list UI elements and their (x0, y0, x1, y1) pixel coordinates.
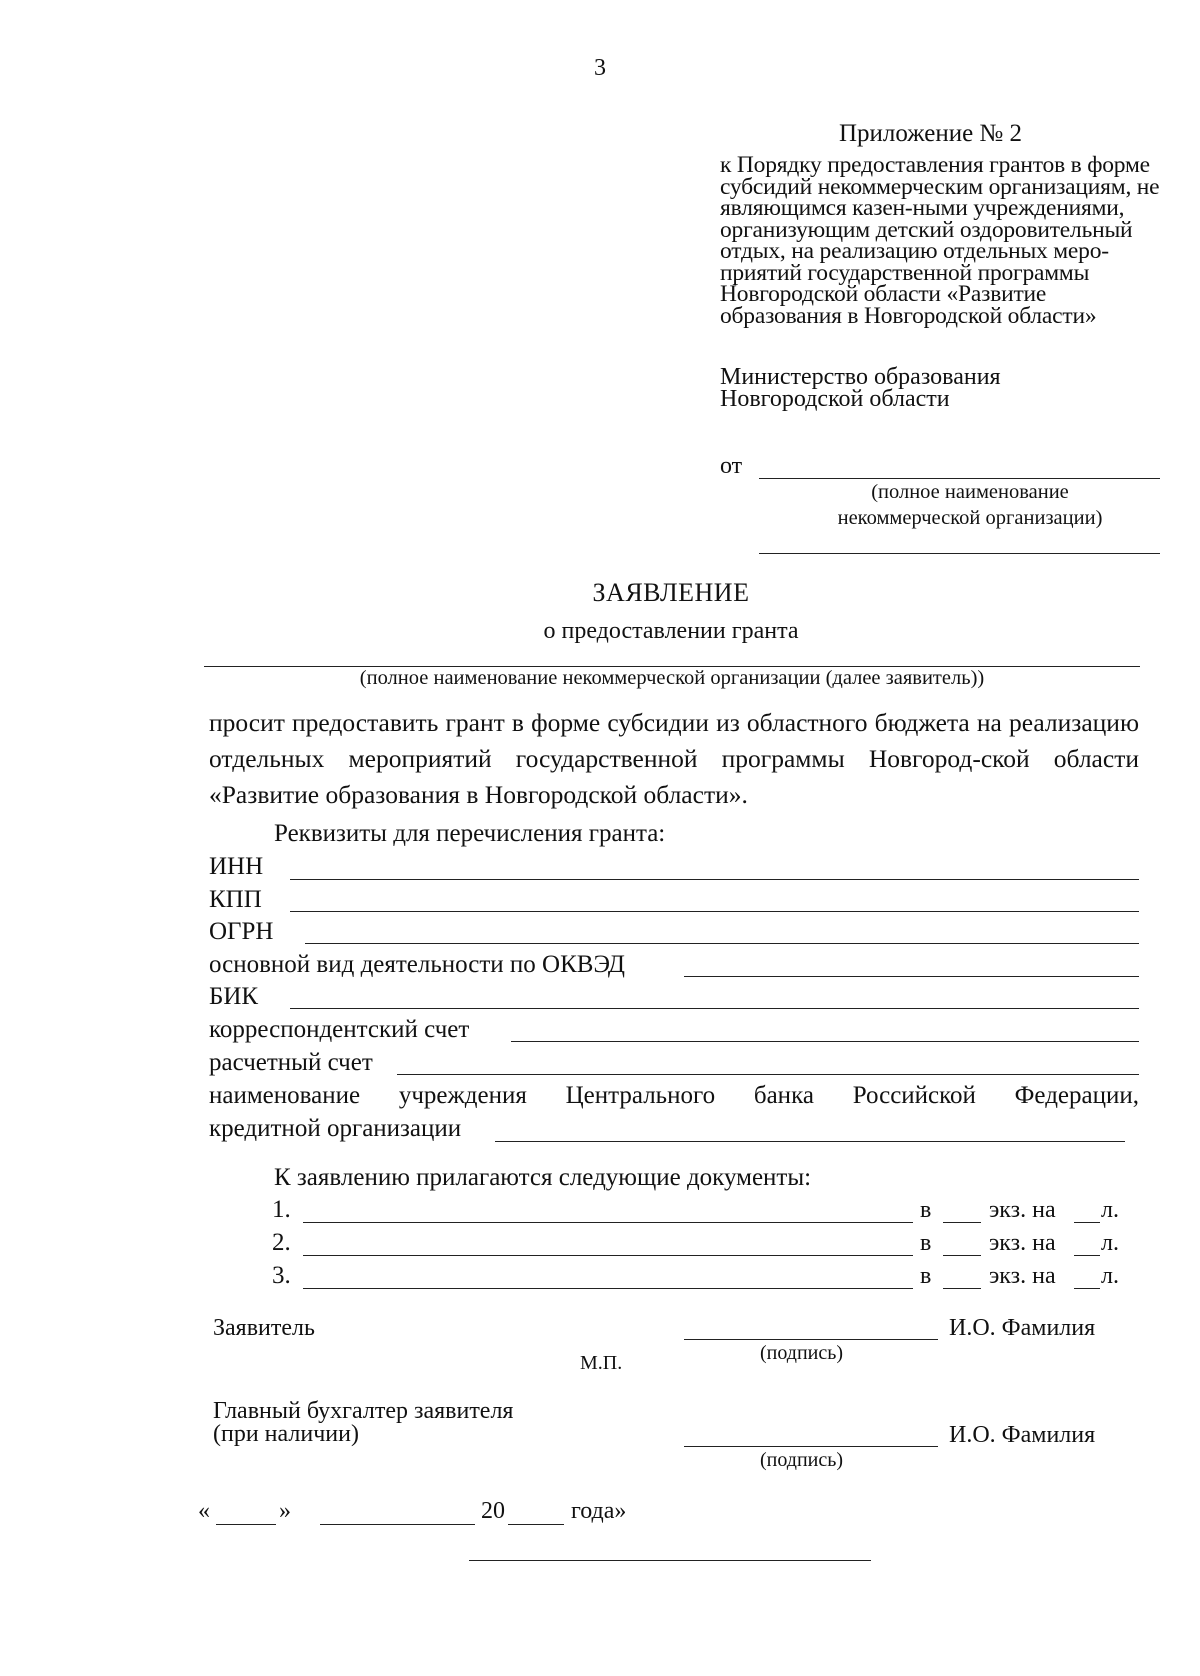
attachment-copies-label: экз. на (989, 1197, 1056, 1223)
date-century: 20 (481, 1498, 505, 1524)
signature-caption: (подпись) (760, 1342, 844, 1364)
attachment-name-field[interactable] (303, 1255, 913, 1256)
attachment-in: в (920, 1263, 932, 1289)
bik-label: БИК (209, 983, 259, 1010)
attachment-sheets-label: л. (1101, 1197, 1119, 1223)
attachment-copies-field[interactable] (943, 1222, 981, 1223)
applicant-label: Заявитель (213, 1315, 315, 1341)
appendix-reference: к Порядку предоставления грантов в форме субсидий некоммерческим организациям, не являющимся казен-ными учреждениями, организующим детский оздоровительный отдых, на реализацию отдельных меро-приятий государственной программы Новгородской области «Развитие образования в Новгородской области» (720, 152, 1160, 329)
document-title: ЗАЯВЛЕНИЕ (592, 578, 750, 607)
attachment-number: 1. (272, 1196, 291, 1223)
date-year-field[interactable] (508, 1524, 564, 1525)
attachment-sheets-field[interactable] (1074, 1288, 1100, 1289)
from-label: от (720, 453, 743, 479)
stamp-placeholder: М.П. (580, 1352, 623, 1374)
bik-field[interactable] (290, 1008, 1139, 1009)
date-year-word: года» (571, 1498, 627, 1524)
attachment-copies-field[interactable] (943, 1288, 981, 1289)
okved-label: основной вид деятельности по ОКВЭД (209, 951, 625, 978)
attachment-sheets-field[interactable] (1074, 1255, 1100, 1256)
applicant-caption: (полное наименование некоммерческой организации (далее заявитель)) (359, 667, 985, 689)
applicant-signature-field[interactable] (684, 1339, 938, 1340)
bank-name-label-line2: кредитной организации (209, 1115, 462, 1142)
recipient: Министерство образования Новгородской области (720, 364, 1001, 412)
from-caption: (полное наименование некоммерческой организации) (837, 481, 1103, 529)
attachments-heading: К заявлению прилагаются следующие документы: (274, 1164, 812, 1191)
inn-field[interactable] (290, 879, 1139, 880)
date-day-field[interactable] (216, 1524, 276, 1525)
attachment-copies-label: экз. на (989, 1230, 1056, 1256)
accountant-signature-field[interactable] (684, 1446, 938, 1447)
bank-name-label-line1: наименование учреждения Центрального банка Российской Федерации, (209, 1082, 1139, 1109)
attachment-sheets-label: л. (1101, 1230, 1119, 1256)
attachment-copies-label: экз. на (989, 1263, 1056, 1289)
date-close-quote: » (279, 1498, 291, 1524)
settlement-account-field[interactable] (397, 1074, 1139, 1075)
date-open-quote: « (198, 1498, 210, 1524)
attachment-name-field[interactable] (303, 1222, 913, 1223)
page-number: 3 (594, 55, 606, 81)
request-paragraph: просит предоставить грант в форме субсидии из областного бюджета на реализацию отдельных мероприятий государственной программы Новгород-ской области «Развитие образования в Новгородской области». (209, 708, 1139, 809)
appendix-title: Приложение № 2 (839, 120, 1023, 147)
from-name-field-line2[interactable] (759, 553, 1160, 554)
attachment-number: 3. (272, 1262, 291, 1289)
attachment-number: 2. (272, 1229, 291, 1256)
requisites-heading: Реквизиты для перечисления гранта: (274, 820, 666, 847)
applicant-name: И.О. Фамилия (949, 1315, 1096, 1341)
attachment-in: в (920, 1197, 932, 1223)
settlement-account-label: расчетный счет (209, 1049, 373, 1076)
inn-label: ИНН (209, 853, 264, 880)
corr-account-label: корреспондентский счет (209, 1016, 470, 1043)
attachment-name-field[interactable] (303, 1288, 913, 1289)
kpp-field[interactable] (290, 911, 1139, 912)
date-month-field[interactable] (320, 1524, 475, 1525)
okved-field[interactable] (684, 976, 1139, 977)
attachment-sheets-label: л. (1101, 1263, 1119, 1289)
closing-rule (469, 1560, 871, 1561)
accountant-label-line1: Главный бухгалтер заявителя (213, 1398, 514, 1424)
bank-name-field[interactable] (495, 1141, 1125, 1142)
accountant-name: И.О. Фамилия (949, 1422, 1096, 1448)
accountant-signature-caption: (подпись) (760, 1449, 844, 1471)
document-subtitle: о предоставлении гранта (543, 618, 799, 644)
accountant-label-line2: (при наличии) (213, 1421, 359, 1447)
attachment-copies-field[interactable] (943, 1255, 981, 1256)
ogrn-label: ОГРН (209, 918, 274, 945)
attachment-in: в (920, 1230, 932, 1256)
corr-account-field[interactable] (511, 1041, 1139, 1042)
attachment-sheets-field[interactable] (1074, 1222, 1100, 1223)
kpp-label: КПП (209, 886, 262, 913)
ogrn-field[interactable] (305, 943, 1139, 944)
